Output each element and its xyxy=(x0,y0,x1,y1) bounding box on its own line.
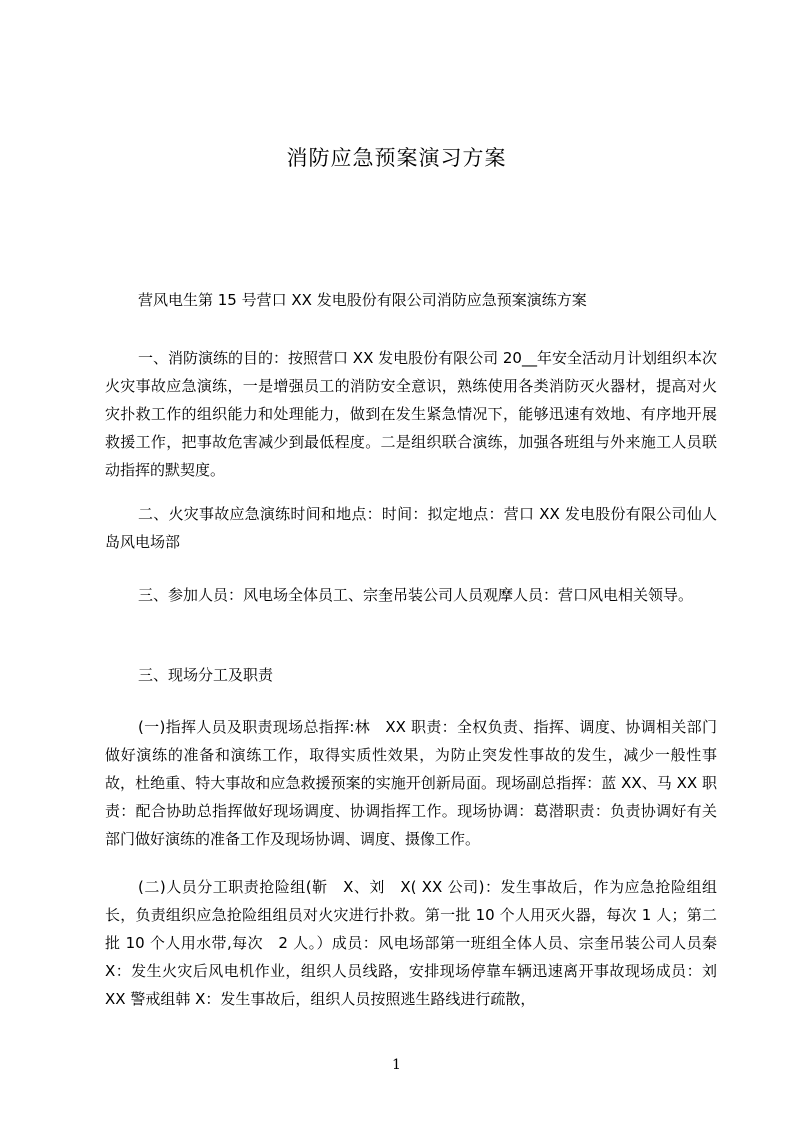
paragraph-command-staff: (一)指挥人员及职责现场总指挥:林 XX 职责：全权负责、指挥、调度、协调相关部门做好演练的准备和演练工作，取得实质性效果，为防止突发性事故的发生，减少一般性事故，杜绝重、特大事故和应急救援预案的实施开创新局面。现场副总指挥：蓝 XX、马 XX 职责：配合协助总指挥做好现场调度、协调指挥工作。现场协调：葛潜职责：负责协调好有关部门做好演练的准备工作及现场协调、调度、摄像工作。 xyxy=(105,718,717,848)
page-number: 1 xyxy=(392,1057,401,1073)
paragraph-time-location: 二、火灾事故应急演练时间和地点：时间：拟定地点：营口 XX 发电股份有限公司仙人岛风电场部 xyxy=(105,505,717,551)
section-heading-division: 三、现场分工及职责 xyxy=(138,666,274,684)
paragraph-staff-duties: (二)人员分工职责抢险组(靳 X、刘 X( XX 公司)：发生事故后，作为应急抢险组组长，负责组织应急抢险组组员对火灾进行扑救。第一批 10 个人用灭火器，每次 1 人；第二批 10 个人用水带,每次 2 人。）成员：风电场部第一班组全体人员、宗奎吊装公司人员秦 X：发生火灾后风电机作业，组织人员线路，安排现场停靠车辆迅速离开事故现场成员：刘 XX 警戒组韩 X：发生事故后，组织人员按照逃生路线进行疏散， xyxy=(105,878,717,1008)
paragraph-purpose: 一、消防演练的目的：按照营口 XX 发电股份有限公司 20__年安全活动月计划组织本次火灾事故应急演练，一是增强员工的消防安全意识，熟练使用各类消防灭火器材，提高对火灾扑救工作的组织能力和处理能力，做到在发生紧急情况下，能够迅速有效地、有序地开展救援工作，把事故危害减少到最低程度。二是组织联合演练，加强各班组与外来施工人员联动指挥的默契度。 xyxy=(105,349,717,479)
document-subtitle: 营风电生第 15 号营口 XX 发电股份有限公司消防应急预案演练方案 xyxy=(138,291,587,309)
paragraph-participants: 三、参加人员：风电场全体员工、宗奎吊装公司人员观摩人员：营口风电相关领导。 xyxy=(138,586,694,604)
document-title: 消防应急预案演习方案 xyxy=(286,146,507,170)
